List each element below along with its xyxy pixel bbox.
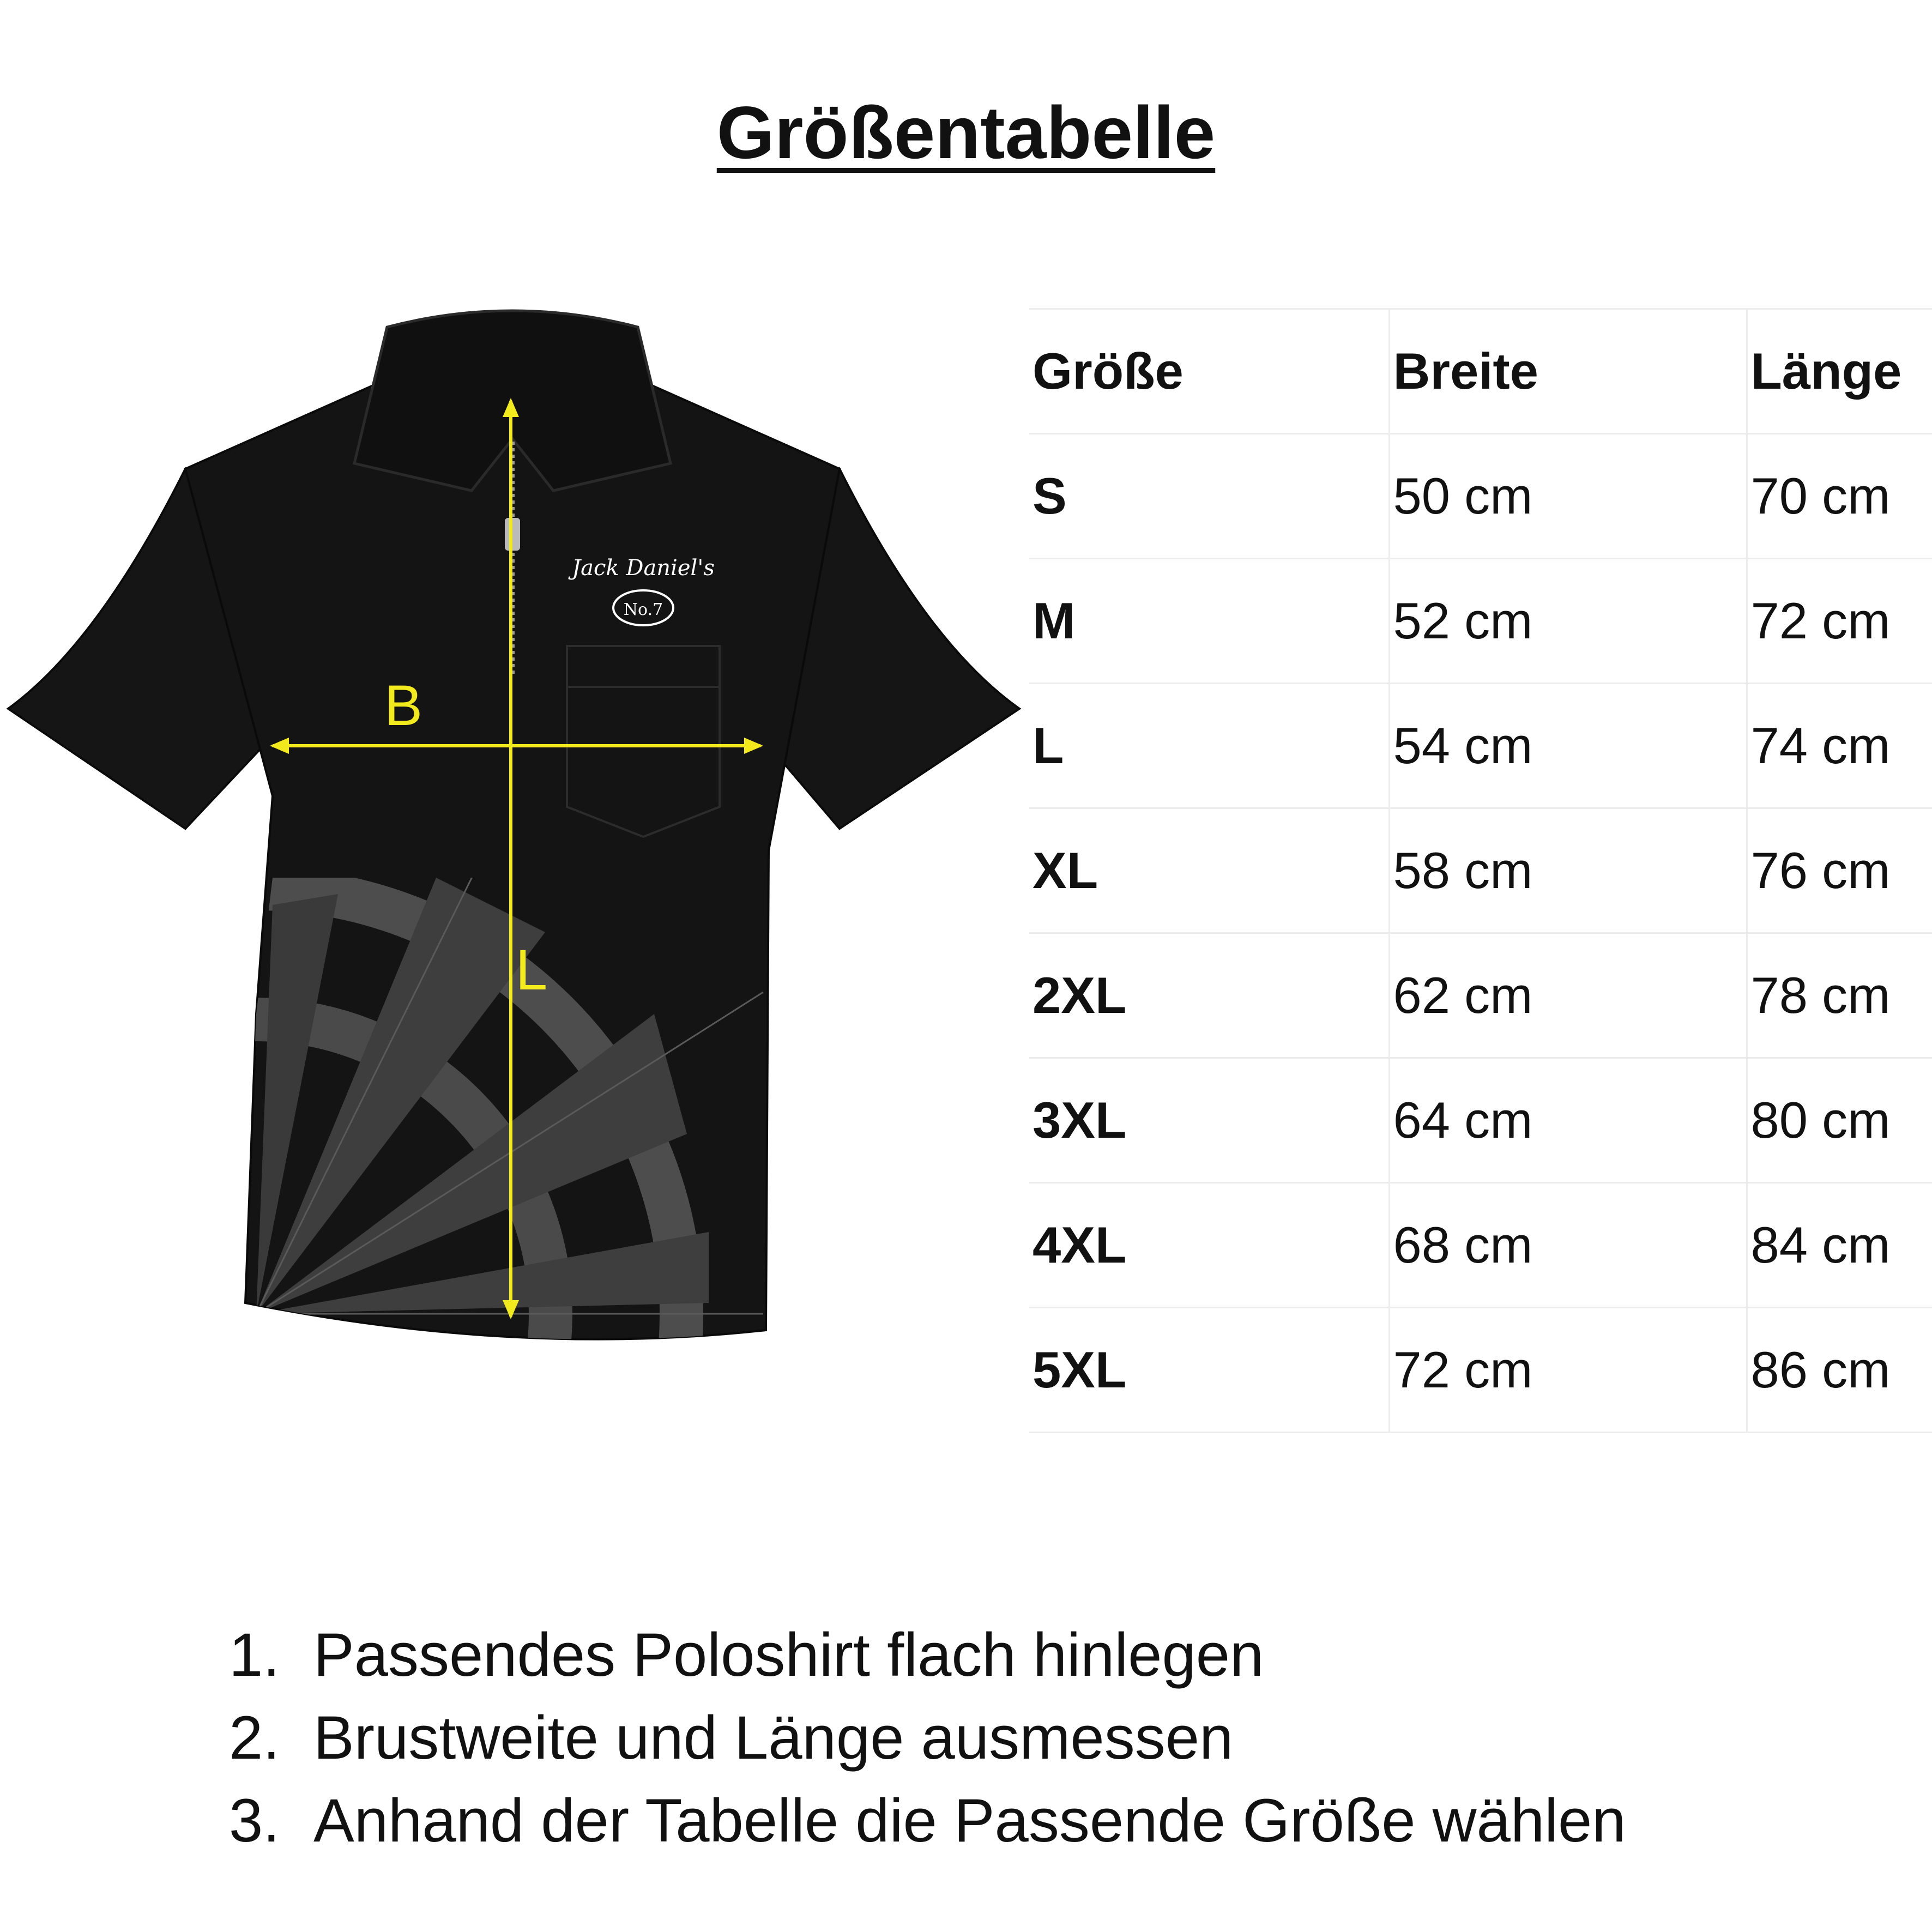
width-cell: 54 cm <box>1389 684 1747 808</box>
width-cell: 72 cm <box>1389 1308 1747 1433</box>
table-row <box>1029 684 1932 808</box>
step-number: 3. <box>229 1786 280 1855</box>
width-label: B <box>384 674 423 738</box>
width-cell: 64 cm <box>1389 1058 1747 1183</box>
step-number: 2. <box>229 1704 280 1772</box>
list-item <box>229 1614 1626 1696</box>
step-text: Passendes Poloshirt flach hinlegen <box>313 1621 1264 1689</box>
size-cell: 5XL <box>1029 1308 1389 1433</box>
width-cell: 62 cm <box>1389 933 1747 1058</box>
list-item <box>229 1696 1626 1779</box>
length-cell: 78 cm <box>1747 933 1932 1058</box>
column-header-length: Länge <box>1747 309 1932 434</box>
table-row <box>1029 1308 1932 1433</box>
width-cell: 58 cm <box>1389 808 1747 933</box>
size-cell: XL <box>1029 808 1389 933</box>
table-header-row <box>1029 309 1932 434</box>
table-row <box>1029 1058 1932 1183</box>
size-cell: 3XL <box>1029 1058 1389 1183</box>
size-cell: L <box>1029 684 1389 808</box>
length-cell: 76 cm <box>1747 808 1932 933</box>
size-cell: S <box>1029 434 1389 559</box>
table-row <box>1029 1183 1932 1308</box>
length-cell: 84 cm <box>1747 1183 1932 1308</box>
column-header-size: Größe <box>1029 309 1389 434</box>
size-table <box>1029 308 1932 1433</box>
size-cell: M <box>1029 559 1389 684</box>
length-cell: 86 cm <box>1747 1308 1932 1433</box>
step-text: Brustweite und Länge ausmessen <box>313 1704 1234 1772</box>
step-text: Anhand der Tabelle die Passende Größe wählen <box>313 1786 1626 1855</box>
polo-shirt-illustration <box>0 305 1036 1352</box>
page-title: Größentabelle <box>716 91 1216 174</box>
table-row <box>1029 933 1932 1058</box>
column-header-width: Breite <box>1389 309 1747 434</box>
table-row <box>1029 559 1932 684</box>
size-cell: 2XL <box>1029 933 1389 1058</box>
length-cell: 72 cm <box>1747 559 1932 684</box>
width-cell: 52 cm <box>1389 559 1747 684</box>
instructions-list <box>229 1614 1626 1862</box>
svg-text:Jack Daniel's: Jack Daniel's <box>572 556 715 581</box>
length-cell: 70 cm <box>1747 434 1932 559</box>
width-cell: 68 cm <box>1389 1183 1747 1308</box>
length-cell: 80 cm <box>1747 1058 1932 1183</box>
table-row <box>1029 808 1932 933</box>
list-item <box>229 1779 1626 1862</box>
width-cell: 50 cm <box>1389 434 1747 559</box>
size-cell: 4XL <box>1029 1183 1389 1308</box>
length-cell: 74 cm <box>1747 684 1932 808</box>
step-number: 1. <box>229 1621 280 1689</box>
svg-text:No.7: No.7 <box>623 600 663 619</box>
table-row <box>1029 434 1932 559</box>
length-label: L <box>515 938 548 1002</box>
